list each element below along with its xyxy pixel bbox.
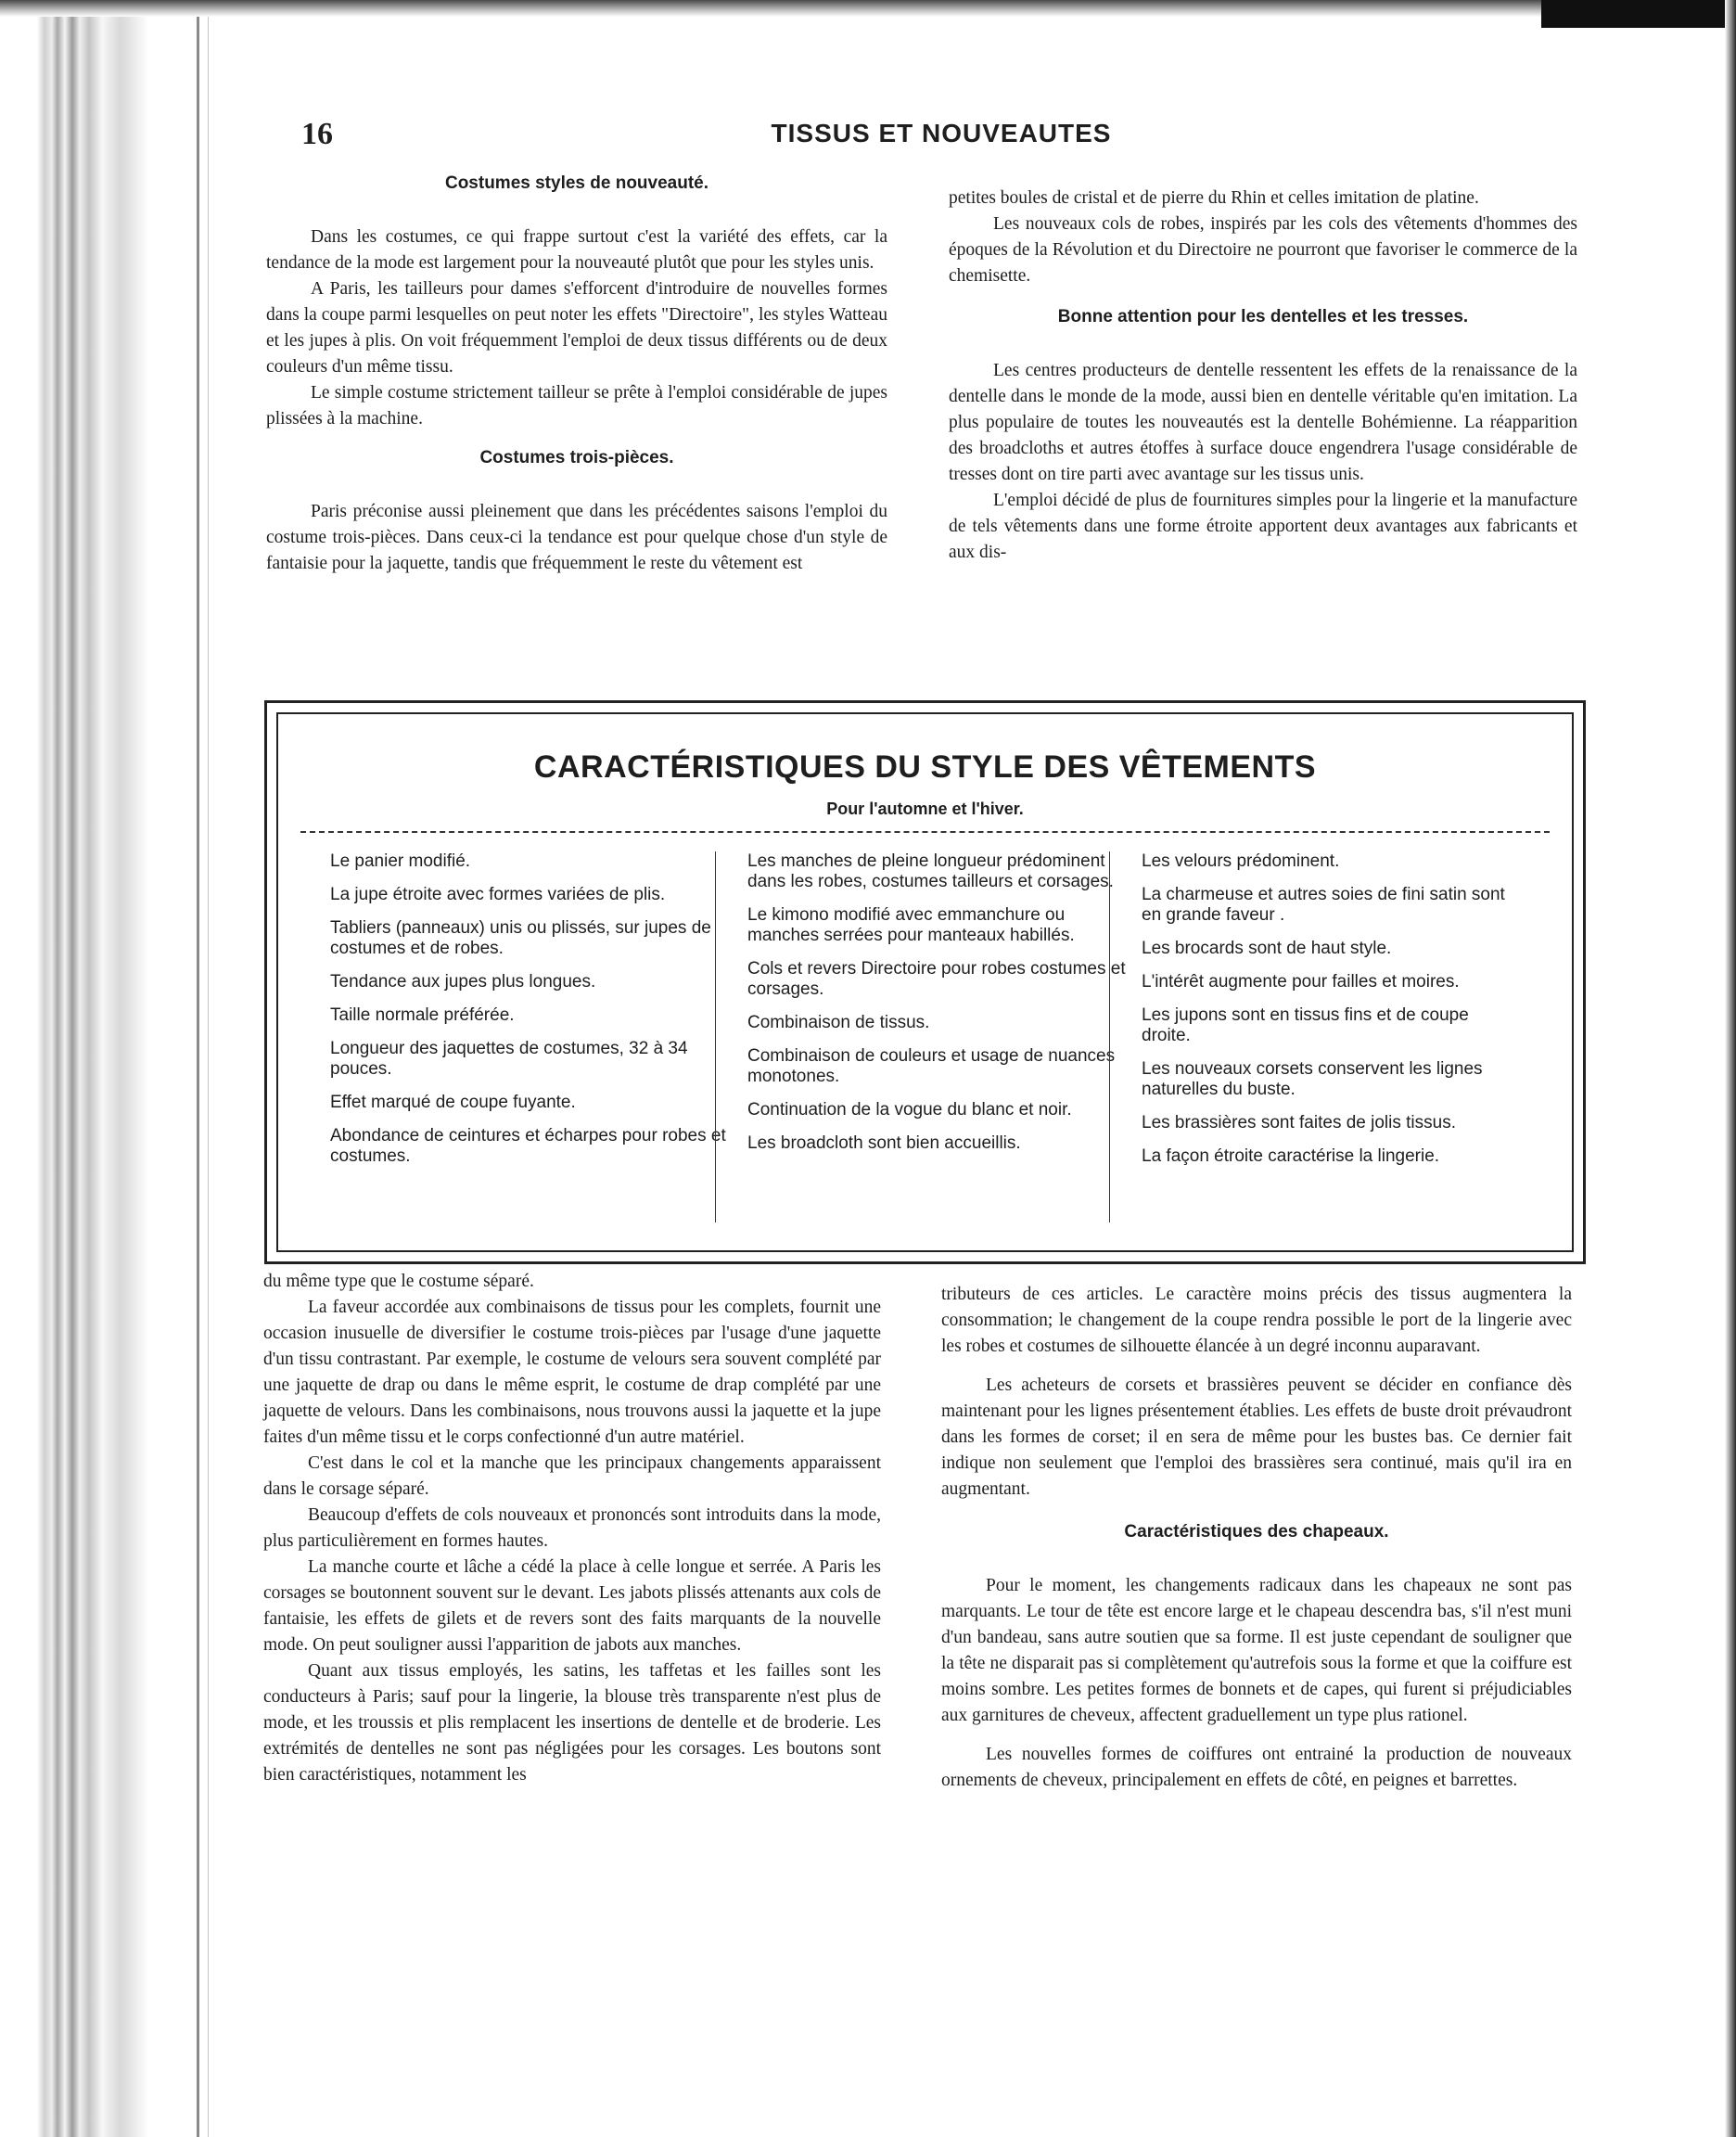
- box-item: Combinaison de tissus.: [747, 1013, 930, 1032]
- box-divider: [300, 831, 1550, 833]
- paragraph: Le simple costume strictement tailleur se prête à l'emploi considérable de jupes plissées à la machine.: [266, 383, 887, 429]
- box-item: Continuation de la vogue du blanc et noir.: [747, 1100, 1072, 1120]
- box-item: Combinaison de couleurs et usage de nuances monotones.: [747, 1046, 1116, 1086]
- scan-corner-shadow: [1541, 0, 1736, 28]
- book-binding: [0, 0, 213, 2137]
- box-item: Cols et revers Directoire pour robes costumes et corsages.: [747, 959, 1126, 999]
- box-item: Les manches de pleine longueur prédominent dans les robes, costumes tailleurs et corsages.: [747, 851, 1114, 891]
- box-item: Longueur des jaquettes de costumes, 32 à 34 pouces.: [330, 1039, 688, 1079]
- box-item: Effet marqué de coupe fuyante.: [330, 1093, 576, 1112]
- box-item: Les nouveaux corsets conservent les lignes naturelles du buste.: [1142, 1059, 1483, 1099]
- text-column-4: [941, 1282, 1572, 1794]
- scan-top-edge: [0, 0, 1736, 17]
- paragraph: du même type que le costume séparé.: [263, 1272, 534, 1291]
- box-item: Les jupons sont en tissus fins et de coupe droite.: [1142, 1005, 1469, 1045]
- box-item: Les broadcloth sont bien accueillis.: [747, 1133, 1021, 1153]
- paragraph: Pour le moment, les changements radicaux dans les chapeaux ne sont pas marquants. Le tour de tête est encore large et le chapeau descendra bas, s'il n'est muni d'un bandeau, sans autre soutien que sa forme. Il est juste cependant de souligner que la tête ne disparait pas si complètement qu'autrefois sous la forme et que la coiffure est moins sombre. Les petites formes de bonnets et de capes, qui furent si préjudiciables aux garnitures de cheveux, affectent graduellement un type plus rationel.: [941, 1576, 1572, 1725]
- box-item: La jupe étroite avec formes variées de plis.: [330, 885, 666, 904]
- paragraph: La faveur accordée aux combinaisons de tissus pour les complets, fournit une occasion inusuelle de diversifier le costume trois-pièces par l'usage d'une jaquette d'un tissu contrastant. Par exemple, le costume de velours sera souvent complété par une jaquette de drap ou dans le même esprit, le costume de drap complété par une jaquette de velours. Dans les combinaisons, nous trouvons aussi la jaquette et la jupe faites d'un même tissu et le corps confectionné d'un autre matériel.: [263, 1298, 881, 1447]
- box-item: La façon étroite caractérise la lingerie.: [1142, 1146, 1440, 1166]
- paragraph: Beaucoup d'effets de cols nouveaux et prononcés sont introduits dans la mode, plus particulièrement en formes hautes.: [263, 1505, 881, 1551]
- box-item: Les brocards sont de haut style.: [1142, 939, 1392, 958]
- box-item: L'intérêt augmente pour failles et moires.: [1142, 972, 1460, 992]
- section-heading: Caractéristiques des chapeaux.: [1124, 1522, 1389, 1542]
- running-header: [301, 117, 1581, 154]
- box-item: Abondance de ceintures et écharpes pour robes et costumes.: [330, 1126, 726, 1166]
- section-heading: Bonne attention pour les dentelles et les tresses.: [1057, 307, 1469, 326]
- box-item: Le panier modifié.: [330, 851, 471, 871]
- box-item: Tabliers (panneaux) unis ou plissés, sur jupes de costumes et de robes.: [330, 918, 711, 958]
- paragraph: A Paris, les tailleurs pour dames s'efforcent d'introduire de nouvelles formes dans la coupe parmi lesquelles on peut noter les effets "Directoire", les styles Watteau et les jupes à plis. On voit fréquemment l'emploi de deux tissus différents ou de deux couleurs d'un même tissu.: [266, 279, 887, 377]
- box-item: La charmeuse et autres soies de fini satin sont en grande faveur .: [1142, 885, 1505, 925]
- paragraph: Quant aux tissus employés, les satins, les taffetas et les failles sont les conducteurs à Paris; sauf pour la lingerie, la blouse très transparente n'est plus de mode, et les troussis et plis remplacent les insertions de dentelle et de broderie. Les extrémités de dentelles ne sont pas négligées pour les corsages. Les boutons sont bien caractéristiques, notamment les: [263, 1661, 881, 1785]
- box-item: Les velours prédominent.: [1142, 851, 1340, 871]
- box-column-3: [1109, 851, 1522, 1222]
- paragraph: L'emploi décidé de plus de fournitures simples pour la lingerie et la manufacture de tels vêtements dans une forme étroite apportent deux avantages aux fabricants et aux dis-: [949, 491, 1577, 562]
- running-title: TISSUS ET NOUVEAUTES: [771, 119, 1112, 147]
- paragraph: La manche courte et lâche a cédé la place à celle longue et serrée. A Paris les corsages se boutonnent souvent sur le devant. Les jabots plissés attenants aux cols de fantaisie, les effets de gilets et de revers sont des faits marquants de la nouvelle mode. On peut souligner aussi l'apparition de jabots aux manches.: [263, 1557, 881, 1655]
- paragraph: Les centres producteurs de dentelle ressentent les effets de la renaissance de la dentelle dans le monde de la mode, aussi bien en dentelle véritable qu'en imitation. La plus populaire de toutes les nouveautés est la dentelle Bohémienne. La réapparition des broadcloths et autres étoffes à surface douce engendrera l'usage considérable de tresses dont on tire parti avec avantage sur les tissus unis.: [949, 361, 1577, 484]
- box-item: Le kimono modifié avec emmanchure ou manches serrées pour manteaux habillés.: [747, 905, 1075, 945]
- paragraph: petites boules de cristal et de pierre du Rhin et celles imitation de platine.: [949, 188, 1479, 208]
- paragraph: Les acheteurs de corsets et brassières peuvent se décider en confiance dès maintenant pour les lignes présentement établies. Les effets de buste droit prévaudront dans les formes de corset; il en sera de même pour les bustes bas. Ce dernier fait indique non seulement que l'emploi des brassières sera continué, mais qu'il ira en augmentant.: [941, 1376, 1572, 1499]
- paragraph: Les nouvelles formes de coiffures ont entrainé la production de nouveaux ornements de cheveux, principalement en effets de côté, en peignes et barrettes.: [941, 1745, 1572, 1790]
- paragraph: Les nouveaux cols de robes, inspirés par les cols des vêtements d'hommes des époques de la Révolution et du Directoire ne pourront que favoriser le commerce de la chemisette.: [949, 214, 1577, 286]
- box-column-1: [312, 851, 743, 1180]
- binding-edge-line: [208, 0, 209, 2137]
- style-characteristics-box: [264, 700, 1586, 1264]
- section-heading: Costumes styles de nouveauté.: [444, 173, 709, 193]
- box-title: CARACTÉRISTIQUES DU STYLE DES VÊTEMENTS: [533, 749, 1317, 785]
- paragraph: C'est dans le col et la manche que les principaux changements apparaissent dans le corsage séparé.: [263, 1453, 881, 1499]
- box-subtitle: Pour l'automne et l'hiver.: [826, 800, 1024, 818]
- text-column-2: [949, 186, 1577, 566]
- text-column-3: [263, 1269, 881, 1788]
- scan-right-edge: [1725, 0, 1736, 2137]
- paragraph: tributeurs de ces articles. Le caractère moins précis des tissus augmentera la consommation; le changement de la coupe rendra possible le port de la lingerie avec les robes et costumes de silhouette élancée à un degré inconnu auparavant.: [941, 1285, 1572, 1356]
- paragraph: Paris préconise aussi pleinement que dans les précédentes saisons l'emploi du costume trois-pièces. Dans ceux-ci la tendance est pour quelque chose d'un style de fantaisie pour la jaquette, tandis que fréquemment le reste du vêtement est: [266, 502, 887, 573]
- box-item: Les brassières sont faites de jolis tissus.: [1142, 1113, 1456, 1132]
- page-number: 16: [301, 117, 333, 151]
- paragraph: Dans les costumes, ce qui frappe surtout c'est la variété des effets, car la tendance de la mode est largement pour la nouveauté plutôt que pour les styles unis.: [266, 227, 887, 273]
- box-column-2: [715, 851, 1137, 1222]
- text-column-1: [266, 171, 887, 577]
- box-item: Taille normale préférée.: [330, 1005, 515, 1025]
- box-item: Tendance aux jupes plus longues.: [330, 972, 596, 992]
- section-heading: Costumes trois-pièces.: [479, 448, 674, 467]
- binding-edge-line: [197, 0, 199, 2137]
